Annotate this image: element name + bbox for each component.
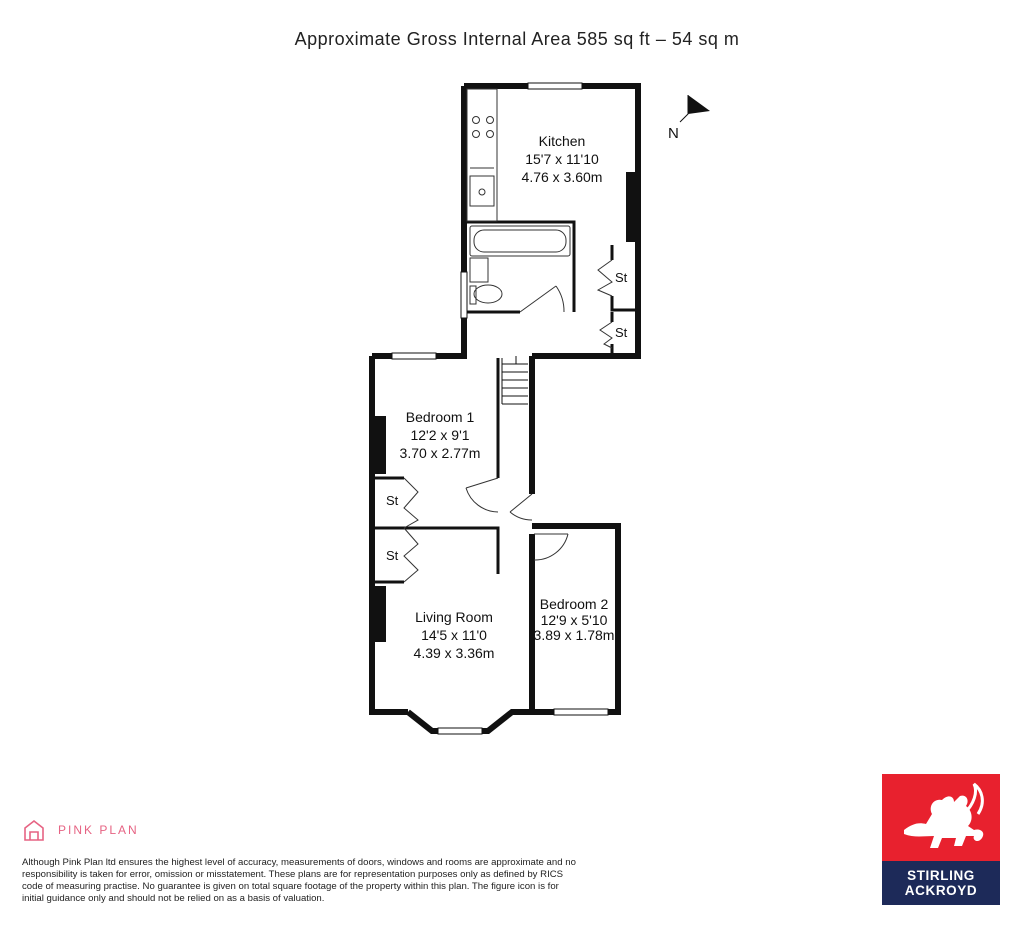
bathroom-top-wall: [466, 222, 574, 312]
chimney-living: [374, 586, 386, 642]
room-bedroom-1: [400, 409, 481, 461]
chimney-bedroom1: [374, 416, 386, 474]
room-name: Living Room: [415, 609, 493, 625]
logo-emblem: [882, 774, 1000, 861]
room-metric: 3.89 x 1.78m: [533, 627, 615, 643]
storage-label: St: [615, 325, 628, 340]
room-name: Bedroom 2: [539, 596, 609, 612]
floor-area-title: Approximate Gross Internal Area 585 sq ft – 54 sq m: [294, 29, 740, 49]
room-metric: 3.70 x 2.77m: [399, 445, 481, 461]
room-imperial: 14'5 x 11'0: [421, 627, 487, 643]
griffin-icon: [882, 774, 1000, 861]
storage-label: St: [386, 548, 399, 563]
room-name: Kitchen: [538, 133, 586, 149]
room-imperial: 12'9 x 5'10: [540, 612, 608, 628]
logo-line-2: ACKROYD: [904, 883, 978, 898]
logo-wordmark: [882, 861, 1000, 905]
storage-label: St: [386, 493, 399, 508]
brand-name: PINK PLAN: [58, 823, 139, 837]
kitchen-units: [467, 89, 497, 221]
north-compass: [668, 95, 710, 142]
storage-label: St: [615, 270, 628, 285]
room-bedroom-2: [534, 596, 615, 643]
room-kitchen: [522, 133, 603, 185]
room-name: Bedroom 1: [405, 409, 475, 425]
pink-plan-brand: [22, 818, 139, 842]
room-living-room: [414, 609, 495, 661]
room-metric: 4.76 x 3.60m: [521, 169, 603, 185]
room-imperial: 12'2 x 9'1: [410, 427, 470, 443]
bathroom-fittings: [470, 226, 570, 304]
lower-left-wall: [372, 356, 408, 712]
stirling-ackroyd-logo: [882, 774, 1000, 905]
stairs: [502, 358, 528, 404]
logo-line-1: STIRLING: [907, 868, 975, 883]
room-metric: 4.39 x 3.36m: [413, 645, 495, 661]
compass-north-label: N: [668, 125, 679, 142]
room-imperial: 15'7 x 11'10: [525, 151, 599, 167]
house-logo-icon: [22, 818, 46, 842]
disclaimer-text: Although Pink Plan ltd ensures the highest level of accuracy, measurements of doors, windows and rooms are approximate and no responsibility is taken for error, omission or misstatement. These plans are for representation purposes only as defined by RICS code of measuring practise. No guarantee is given on total square footage of the property within this plan. The figure icon is for initial guidance only and should not be relied on as a basis of valuation.: [22, 857, 576, 904]
upper-lower-wall: [372, 318, 464, 356]
chimney-kitchen: [626, 172, 636, 242]
